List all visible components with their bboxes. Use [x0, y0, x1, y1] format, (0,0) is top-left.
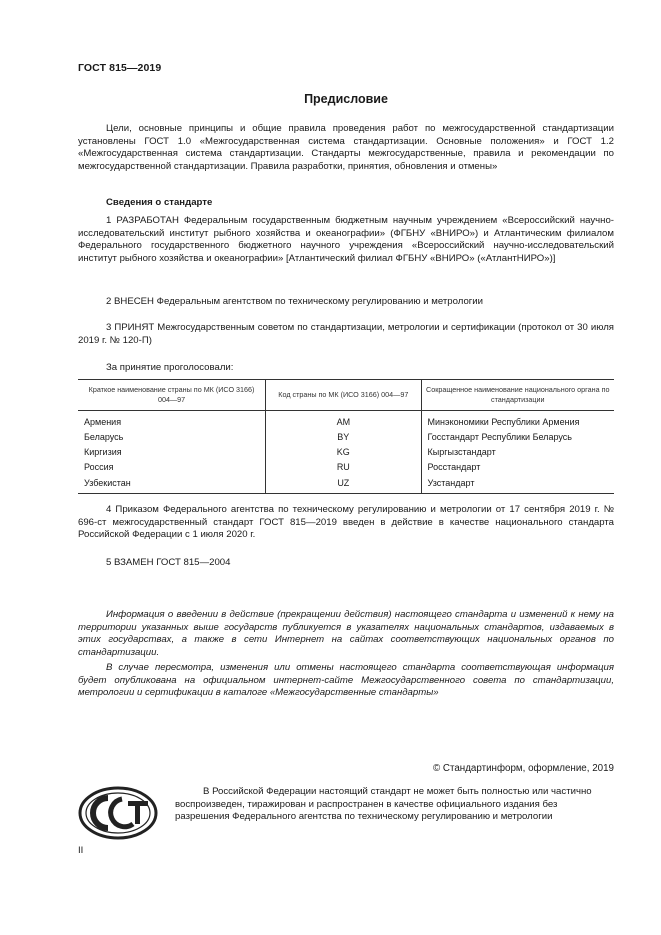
vote-label: За принятие проголосовали: [106, 362, 234, 373]
copyright-line: © Стандартинформ, оформление, 2019 [432, 763, 614, 774]
voting-table [78, 379, 614, 494]
table-row [78, 445, 614, 460]
cell-country: Армения [84, 417, 122, 427]
cell-country: Беларусь [84, 432, 124, 442]
rf-copyright-notice: В Российской Федерации настоящий стандарт не может быть полностью или частично воспроизведен, тиражирован и распространен в качестве официального издания без разрешения Федерального агентства по техническому регулированию и метрологии [175, 786, 592, 823]
cell-country: Киргизия [84, 447, 122, 457]
cell-org: Росстандарт [421, 460, 614, 475]
cell-org: Госстандарт Республики Беларусь [421, 430, 614, 445]
table-row [78, 411, 614, 431]
column-header-country: Краткое наименование страны по МК (ИСО 3166) 004—97 [78, 380, 266, 411]
table-row [78, 460, 614, 475]
intro-paragraph: Цели, основные принципы и общие правила проведения работ по межгосударственной стандартизации установлены ГОСТ 1.0 «Межгосударственная система стандартизации. Основные положения» и ГОСТ 1.2 «Межгосударственная система стандартизации. Стандарты межгосударственные, правила и рекомендации по межгосударственной стандартизации. Правила разработки, принятия, обновления и отмены» [78, 123, 614, 172]
document-code: ГОСТ 815—2019 [78, 62, 162, 74]
cell-org: Минэкономики Республики Армения [421, 411, 614, 431]
item-developed: 1 РАЗРАБОТАН Федеральным государственным бюджетным научным учреждением «Всероссийский научно-исследовательский институт рыбного хозяйства и океанографии» (ФГБНУ «ВНИРО») и Атлантическим филиалом Федерального государственного бюджетного научного учреждения «Всероссийский научно-исследовательский институт рыбного хозяйства и океанографии» [Атлантический филиал ФГБНУ «ВНИРО» («АтлантНИРО»)] [78, 215, 614, 264]
cell-code: RU [266, 460, 421, 475]
table-row [78, 430, 614, 445]
table-row [78, 475, 614, 493]
cell-code: AM [266, 411, 421, 431]
item-adopted: 3 ПРИНЯТ Межгосударственным советом по стандартизации, метрологии и сертификации (протокол от 30 июля 2019 г. № 120-П) [78, 322, 614, 346]
page-title: Предисловие [304, 92, 388, 106]
cell-code: UZ [266, 475, 421, 493]
cell-country: Россия [84, 462, 114, 472]
page-number: II [78, 845, 84, 856]
item-replaces: 5 ВЗАМЕН ГОСТ 815—2004 [106, 557, 231, 568]
info-paragraph-2: В случае пересмотра, изменения или отмены настоящего стандарта соответствующая информация будет опубликована на официальном интернет-сайте Межгосударственного совета по стандартизации, метрологии и сертификации в каталоге «Межгосударственные стандарты» [78, 662, 614, 699]
cell-org: Кыргызстандарт [421, 445, 614, 460]
info-paragraph-1: Информация о введении в действие (прекращении действия) настоящего стандарта и изменений к нему на территории указанных выше государств публикуется в указателях национальных стандартов, издаваемых в этих государствах, а также в сети Интернет на сайтах соответствующих национальных органов по стандартизации. [78, 609, 614, 658]
cell-org: Узстандарт [421, 475, 614, 493]
item-enacted: 4 Приказом Федерального агентства по техническому регулированию и метрологии от 17 сентября 2019 г. № 696-ст межгосударственный стандарт ГОСТ 815—2019 введен в действие в качестве национального стандарта Российской Федерации с 1 июля 2020 г. [78, 504, 614, 541]
cell-code: KG [266, 445, 421, 460]
rst-logo-icon [78, 786, 178, 840]
column-header-org: Сокращенное наименование национального органа по стандартизации [421, 380, 614, 411]
column-header-code: Код страны по МК (ИСО 3166) 004—97 [266, 380, 421, 411]
table-header-row [78, 380, 614, 411]
cell-code: BY [266, 430, 421, 445]
item-submitted: 2 ВНЕСЕН Федеральным агентством по техническому регулированию и метрологии [106, 296, 484, 307]
cell-country: Узбекистан [78, 475, 266, 493]
section-title: Сведения о стандарте [106, 197, 213, 208]
